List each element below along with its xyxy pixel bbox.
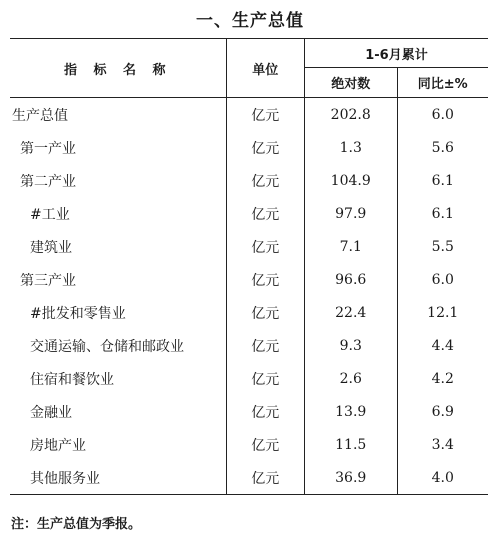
row-value: 202.8 (304, 98, 397, 132)
row-name: 房地产业 (10, 428, 226, 461)
row-yoy: 4.2 (431, 370, 454, 387)
row-name: 第二产业 (10, 164, 226, 197)
footnote: 注：生产总值为季报。 (11, 517, 142, 532)
row-unit: 亿元 (226, 230, 304, 263)
row-value: 9.3 (304, 329, 397, 362)
page-title: 一、生产总值 (196, 11, 304, 31)
row-unit: 亿元 (226, 395, 304, 428)
row-yoy: 6.9 (431, 403, 454, 420)
gdp-table (10, 38, 488, 495)
row-unit: 亿元 (226, 362, 304, 395)
header-yoy-change: 同比±% (417, 77, 468, 92)
row-unit: 亿元 (226, 296, 304, 329)
row-value: 2.6 (304, 362, 397, 395)
row-yoy: 4.0 (431, 469, 454, 486)
row-value: 11.5 (304, 428, 397, 461)
table-row (10, 329, 488, 362)
row-name: #批发和零售业 (10, 296, 226, 329)
row-unit: 亿元 (226, 263, 304, 296)
row-value: 96.6 (304, 263, 397, 296)
row-yoy: 5.5 (431, 238, 454, 255)
row-yoy: 12.1 (427, 304, 459, 321)
table-row (10, 197, 488, 230)
row-value: 97.9 (304, 197, 397, 230)
row-name: 第三产业 (10, 263, 226, 296)
row-unit: 亿元 (226, 329, 304, 362)
row-yoy: 5.6 (431, 139, 454, 156)
table-row (10, 296, 488, 329)
table-row (10, 395, 488, 428)
row-name: 住宿和餐饮业 (10, 362, 226, 395)
table-row (10, 461, 488, 495)
row-unit: 亿元 (226, 164, 304, 197)
row-name: 交通运输、仓储和邮政业 (10, 329, 226, 362)
row-unit: 亿元 (226, 197, 304, 230)
row-value: 1.3 (304, 131, 397, 164)
row-name: #工业 (10, 197, 226, 230)
row-unit: 亿元 (226, 131, 304, 164)
table-row (10, 362, 488, 395)
row-value: 7.1 (304, 230, 397, 263)
row-yoy: 6.1 (431, 205, 454, 222)
table-body (10, 98, 488, 495)
row-yoy: 4.4 (431, 337, 454, 354)
header-absolute-value: 绝对数 (304, 68, 397, 98)
row-name: 金融业 (10, 395, 226, 428)
row-unit: 亿元 (226, 98, 304, 132)
row-yoy: 6.0 (431, 271, 454, 288)
row-yoy: 3.4 (431, 436, 454, 453)
row-value: 104.9 (304, 164, 397, 197)
row-name: 第一产业 (10, 131, 226, 164)
header-unit: 单位 (226, 39, 304, 98)
row-name: 生产总值 (10, 98, 226, 132)
table-row (10, 263, 488, 296)
row-value: 22.4 (304, 296, 397, 329)
header-row-1 (10, 39, 488, 68)
row-value: 13.9 (304, 395, 397, 428)
header-indicator-name: 指 标 名 称 (10, 39, 226, 98)
row-unit: 亿元 (226, 428, 304, 461)
header-period: 1-6月累计 (304, 39, 488, 68)
table-row (10, 131, 488, 164)
row-name: 建筑业 (10, 230, 226, 263)
row-yoy: 6.0 (431, 106, 454, 123)
table-row (10, 230, 488, 263)
row-name: 其他服务业 (10, 461, 226, 495)
row-value: 36.9 (304, 461, 397, 495)
table-row (10, 428, 488, 461)
row-unit: 亿元 (226, 461, 304, 495)
table-row (10, 164, 488, 197)
table-row (10, 98, 488, 132)
table-header (10, 39, 488, 98)
row-yoy: 6.1 (431, 172, 454, 189)
